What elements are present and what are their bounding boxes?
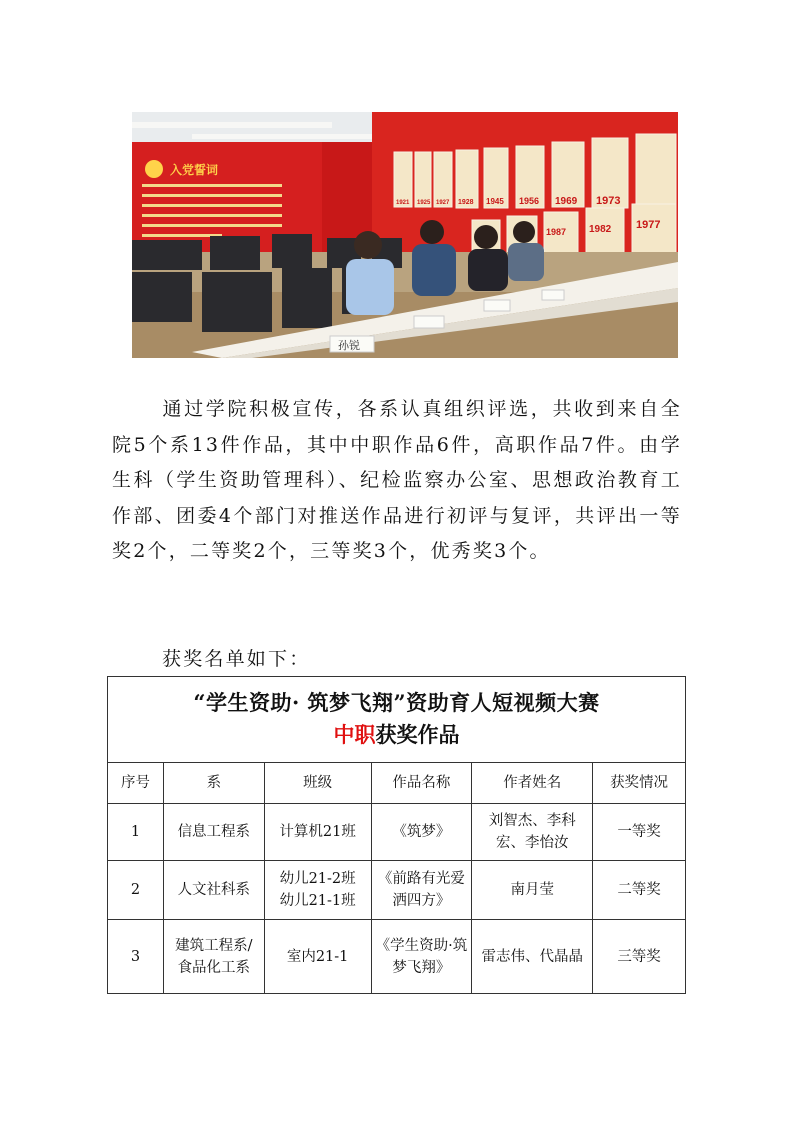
cell-dept: 信息工程系 — [163, 804, 264, 861]
cell-work: 《筑梦》 — [371, 804, 472, 861]
table-row — [108, 920, 686, 994]
cell-no: 2 — [108, 861, 164, 920]
cell-class: 室内21-1 — [264, 920, 371, 994]
header-award: 获奖情况 — [593, 763, 686, 804]
table-row — [108, 804, 686, 861]
table-row — [108, 861, 686, 920]
body-paragraph: 通过学院积极宣传，各系认真组织评选，共收到来自全院5个系13件作品，其中中职作品6件，高职作品7件。由学生科（学生资助管理科）、纪检监察办公室、思想政治教育工作部、团委4个部门对推送作品进行初评与复评，共评出一等奖2个，二等奖2个，三等奖3个，优秀奖3个。 — [112, 398, 682, 562]
header-no: 序号 — [108, 763, 164, 804]
svg-text:1987: 1987 — [546, 227, 567, 237]
cell-class: 幼儿21-2班 幼儿21-1班 — [264, 861, 371, 920]
svg-text:1945: 1945 — [486, 197, 504, 206]
header-dept: 系 — [163, 763, 264, 804]
cell-work: 《前路有光爱洒四方》 — [371, 861, 472, 920]
cell-award: 三等奖 — [593, 920, 686, 994]
table-title — [108, 677, 686, 763]
header-class: 班级 — [264, 763, 371, 804]
svg-text:入党誓词: 入党誓词 — [170, 163, 219, 177]
svg-text:1982: 1982 — [589, 224, 612, 235]
header-work: 作品名称 — [371, 763, 472, 804]
cell-work: 《学生资助·筑梦飞翔》 — [371, 920, 472, 994]
cell-dept: 人文社科系 — [163, 861, 264, 920]
table-header-row — [108, 763, 686, 804]
svg-text:1973: 1973 — [596, 195, 621, 207]
highlight-category: 中职 — [333, 721, 376, 747]
cell-authors: 雷志伟、代晶晶 — [472, 920, 593, 994]
table-title-line2: 中职获奖作品 — [333, 721, 460, 747]
header-authors: 作者姓名 — [472, 763, 593, 804]
cell-dept: 建筑工程系/食品化工系 — [163, 920, 264, 994]
svg-text:1928: 1928 — [458, 199, 474, 206]
svg-text:1927: 1927 — [436, 200, 450, 206]
cell-award: 二等奖 — [593, 861, 686, 920]
svg-text:1977: 1977 — [636, 219, 661, 231]
meeting-photo — [132, 112, 678, 358]
cell-no: 3 — [108, 920, 164, 994]
svg-text:1921: 1921 — [396, 200, 410, 206]
cell-authors: 南月莹 — [472, 861, 593, 920]
cell-authors: 刘智杰、李科宏、李怡汝 — [472, 804, 593, 861]
cell-no: 1 — [108, 804, 164, 861]
list-intro: 获奖名单如下： — [162, 648, 311, 670]
table-title-line1: “学生资助· 筑梦飞翔”资助育人短视频大赛 — [193, 689, 600, 715]
cell-award: 一等奖 — [593, 804, 686, 861]
svg-text:孙锐: 孙锐 — [338, 339, 360, 352]
svg-text:1925: 1925 — [417, 200, 431, 206]
awards-table — [107, 676, 686, 994]
svg-text:1969: 1969 — [555, 196, 578, 207]
cell-class: 计算机21班 — [264, 804, 371, 861]
svg-text:1956: 1956 — [519, 196, 540, 206]
